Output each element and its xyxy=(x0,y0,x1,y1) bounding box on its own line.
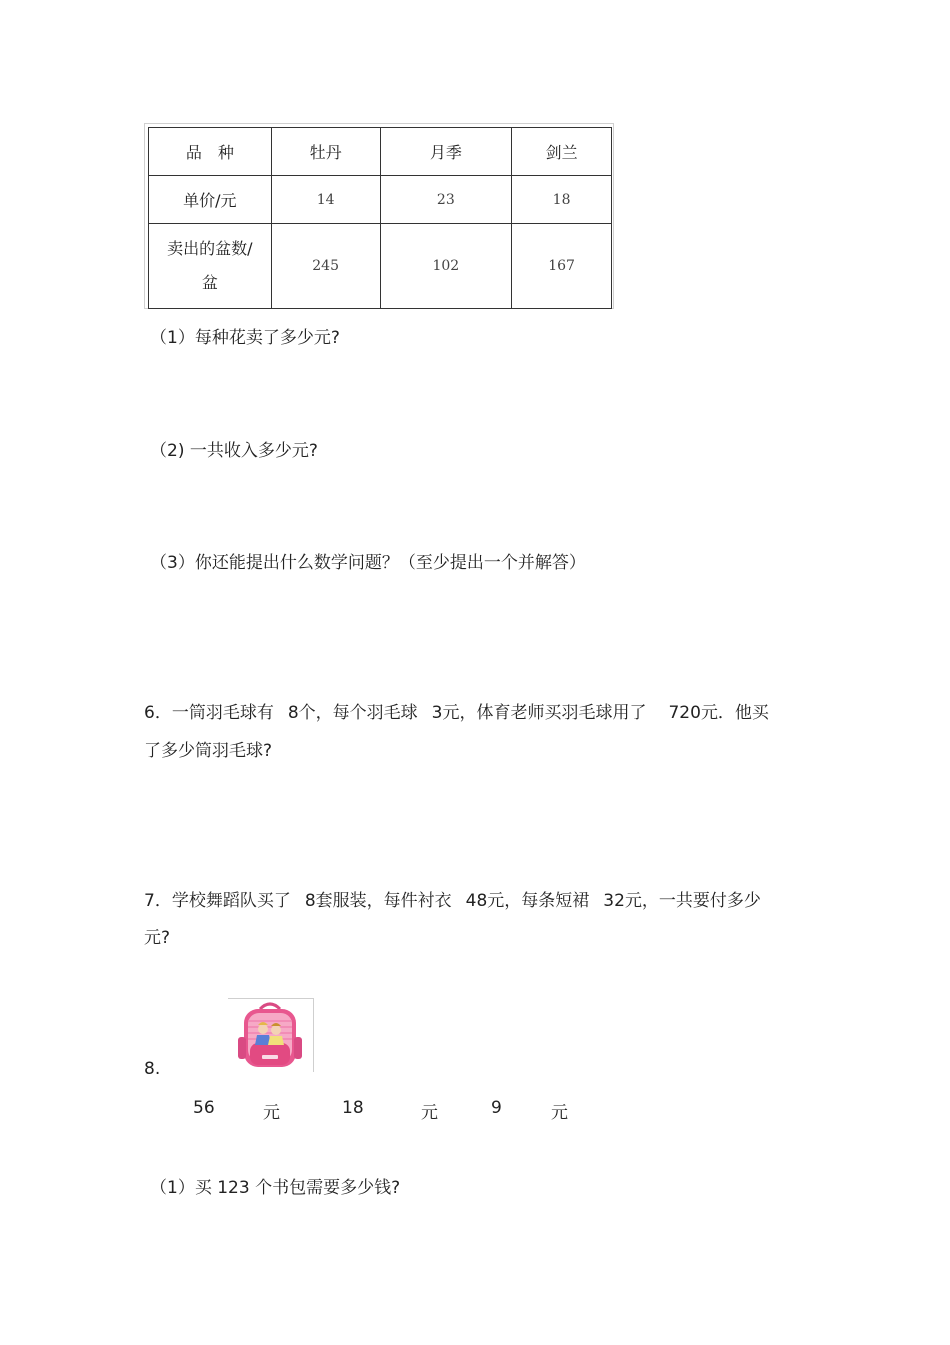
q8-price-item-2: 18 xyxy=(342,1098,364,1118)
q6-total: 720 xyxy=(668,703,701,723)
price-peony: 14 xyxy=(271,176,380,224)
q8-price-item-3: 9 xyxy=(491,1098,502,1118)
header-variety: 品 种 xyxy=(149,128,272,176)
price-gladiolus: 18 xyxy=(512,176,612,224)
count-gladiolus: 167 xyxy=(512,224,612,309)
flower-sales-table-frame xyxy=(144,123,614,309)
q7-line2: 元? xyxy=(144,928,171,948)
header-rose: 月季 xyxy=(380,128,512,176)
q5-sub3: （3）你还能提出什么数学问题？（至少提出一个并解答） xyxy=(150,553,586,573)
q5-sub1: （1）每种花卖了多少元? xyxy=(150,328,340,348)
price-value-1: 56 xyxy=(193,1098,215,1118)
count-rose: 102 xyxy=(380,224,512,309)
table-row-count xyxy=(149,224,612,309)
q6-price: 3 xyxy=(431,703,443,723)
backpack-icon xyxy=(228,999,312,1071)
q6-line2: 了多少筒羽毛球? xyxy=(144,741,273,761)
table-row-price xyxy=(149,176,612,224)
table-header-row xyxy=(149,128,612,176)
q7-text-a: 7．学校舞蹈队买了 xyxy=(144,891,291,911)
q8-unit-2: 元 xyxy=(421,1103,438,1123)
price-rose: 23 xyxy=(380,176,512,224)
q6-text-e: 元，体育老师买羽毛球用了 xyxy=(442,703,647,723)
backpack-image xyxy=(228,998,314,1072)
q7-skirt-price: 32 xyxy=(603,891,625,911)
q6-text-a: 6．一筒羽毛球有 xyxy=(144,703,274,723)
header-peony: 牡丹 xyxy=(271,128,380,176)
q8-unit-1: 元 xyxy=(263,1103,280,1123)
q5-sub2: （2) 一共收入多少元? xyxy=(150,441,318,461)
q7-text-e: 元，每条短裙 xyxy=(487,891,590,911)
q8-price-backpack xyxy=(193,1098,215,1118)
q8-unit-3: 元 xyxy=(551,1103,568,1123)
q8-number: 8. xyxy=(144,1059,161,1079)
q7-line1 xyxy=(144,886,761,911)
q7-text-c: 套服装，每件衬衣 xyxy=(315,891,452,911)
q7-sets: 8 xyxy=(304,891,316,911)
q8-sub1: （1）买 123 个书包需要多少钱? xyxy=(150,1178,401,1198)
q6-line1 xyxy=(144,698,769,723)
flower-sales-table xyxy=(148,127,612,309)
header-gladiolus: 剑兰 xyxy=(512,128,612,176)
q7-shirt-price: 48 xyxy=(465,891,488,911)
count-label-line1: 卖出的盆数/ xyxy=(167,239,253,258)
q6-text-c: 个，每个羽毛球 xyxy=(298,703,418,723)
q7-text-g: 元，一共要付多少 xyxy=(624,891,761,911)
q6-can-count: 8 xyxy=(287,703,299,723)
count-peony: 245 xyxy=(271,224,380,309)
q6-text-g: 元．他买 xyxy=(700,703,769,723)
count-label-line2: 盆 xyxy=(201,273,218,292)
count-label xyxy=(149,224,272,309)
price-label: 单价/元 xyxy=(149,176,272,224)
